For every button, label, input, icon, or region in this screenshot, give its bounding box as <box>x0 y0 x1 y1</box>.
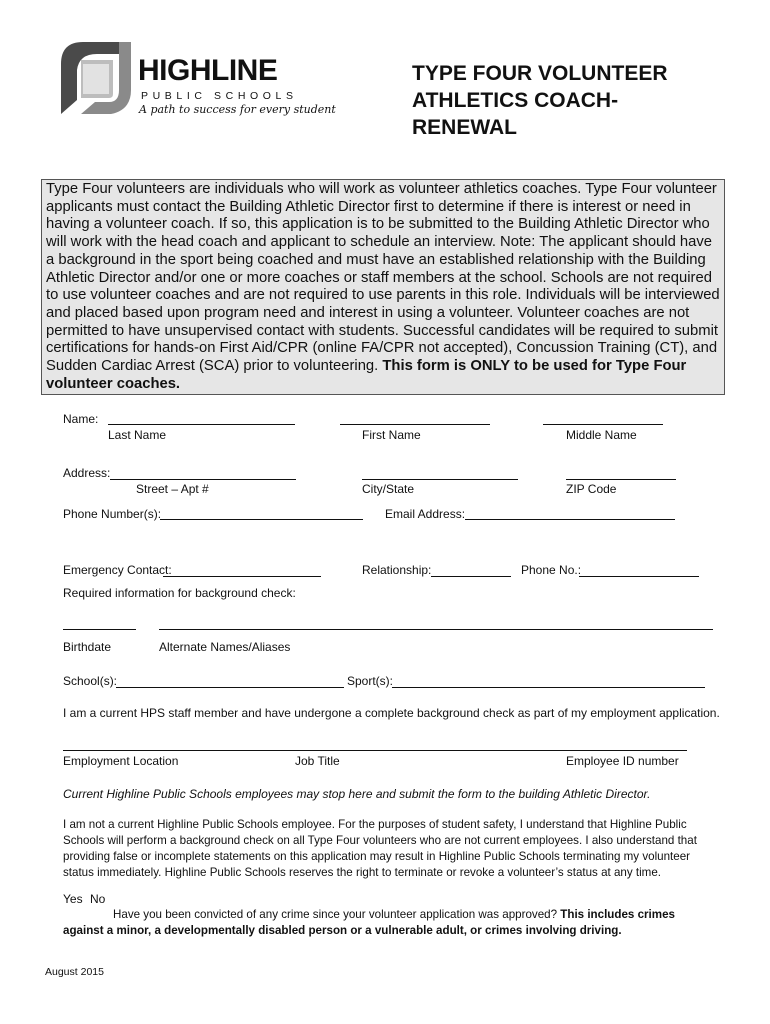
logo-org-name: HIGHLINE <box>138 54 278 87</box>
last-name-field[interactable] <box>108 424 295 425</box>
highline-logo <box>53 40 336 130</box>
birthdate-field[interactable] <box>63 629 136 630</box>
yes-label: Yes <box>63 892 83 906</box>
not-staff-paragraph <box>63 817 713 881</box>
staff-checkbox-row <box>63 706 720 720</box>
not-staff-text: I am not a current Highline Public Schools employee. For the purposes of student safety, I understand that Highline Public Schools will perform a background check on all Type Four volunteers who are not current employees. I also understand that providing false or incomplete statements on this application may result in Highline Public Schools terminating my volunteer status immediately. Highline Public Schools reserves the right to terminate or revoke a volunteer’s status at any time. <box>63 818 697 879</box>
intro-box <box>41 179 725 395</box>
street-field[interactable] <box>110 479 296 480</box>
email-label: Email Address: <box>385 507 466 521</box>
address-label: Address: <box>63 466 111 480</box>
first-name-field[interactable] <box>340 424 490 425</box>
first-name-label: First Name <box>362 428 421 442</box>
background-check-label: Required information for background check: <box>63 586 296 600</box>
current-staff-note: Current Highline Public Schools employees may stop here and submit the form to the building Athletic Director. <box>63 787 651 801</box>
employee-id-label: Employee ID number <box>566 754 679 768</box>
schools-label: School(s): <box>63 674 118 688</box>
zip-code-field[interactable] <box>566 479 676 480</box>
street-label: Street – Apt # <box>136 482 209 496</box>
logo-org-sub: PUBLIC SCHOOLS <box>141 90 298 102</box>
birthdate-label: Birthdate <box>63 640 112 654</box>
footer-date: August 2015 <box>45 966 104 978</box>
crime-question-text: Have you been convicted of any crime since your volunteer application was approved? <box>113 908 558 921</box>
phone-field[interactable] <box>160 519 363 520</box>
middle-name-label: Middle Name <box>566 428 637 442</box>
email-field[interactable] <box>465 519 675 520</box>
emergency-contact-field[interactable] <box>163 576 321 577</box>
middle-name-field[interactable] <box>543 424 663 425</box>
crime-question-bold: This includes crimes against a minor, a developmentally disabled person or a vulnerable adult, or crimes involving driving. <box>63 908 675 937</box>
title-line: RENEWAL <box>412 116 517 139</box>
city-state-field[interactable] <box>362 479 518 480</box>
logo-tagline: A path to success for every student <box>139 103 336 116</box>
last-name-label: Last Name <box>108 428 167 442</box>
job-title-label: Job Title <box>295 754 340 768</box>
title-line: TYPE FOUR VOLUNTEER <box>412 62 668 85</box>
name-label: Name: <box>63 412 99 426</box>
emergency-phone-field[interactable] <box>579 576 699 577</box>
aliases-label: Alternate Names/Aliases <box>159 640 291 654</box>
city-state-label: City/State <box>362 482 415 496</box>
relationship-field[interactable] <box>431 576 511 577</box>
phone-no-label: Phone No.: <box>521 563 582 577</box>
crime-question <box>63 907 715 939</box>
emergency-contact-label: Emergency Contact: <box>63 563 172 577</box>
intro-bold-text: This form is ONLY to be used for Type Four volunteer coaches. <box>46 358 687 392</box>
page-title <box>412 60 742 141</box>
intro-text: Type Four volunteers are individuals who will work as volunteer athletics coaches. Type Four volunteer applicants must contact the Building Athletic Director first to determine if there is interest or need in having a volunteer coach. If so, this application is to be submitted to the Building Athletic Director who will work with the head coach and applicant to schedule an interview. Note: The applicant should have a background in the sport being coached and must have an established relationship with the Building Athletic Director and/or one or more coaches or staff members at the school. Schools are not required to use volunteer coaches and are not required to use parents in this role. Individuals will be interviewed and placed based upon program need and interest in using a volunteer. Volunteer coaches are not permitted to have unsupervised contact with students. Successful candidates will be required to submit certifications for hands-on First Aid/CPR (online FA/CPR not accepted), Concussion Training (CT), and Sudden Cardiac Arrest (SCA) prior to volunteering. <box>46 181 720 375</box>
staff-check-text: I am a current HPS staff member and have undergone a complete background check as part of my employment application. <box>63 706 720 720</box>
phone-label: Phone Number(s): <box>63 507 162 521</box>
employment-info-field[interactable] <box>63 750 687 751</box>
zip-code-label: ZIP Code <box>566 482 617 496</box>
sports-field[interactable] <box>392 687 705 688</box>
aliases-field[interactable] <box>159 629 713 630</box>
employment-location-label: Employment Location <box>63 754 179 768</box>
sports-label: Sport(s): <box>347 674 394 688</box>
relationship-label: Relationship: <box>362 563 432 577</box>
title-line: ATHLETICS COACH- <box>412 89 619 112</box>
no-label: No <box>90 892 106 906</box>
schools-field[interactable] <box>116 687 344 688</box>
